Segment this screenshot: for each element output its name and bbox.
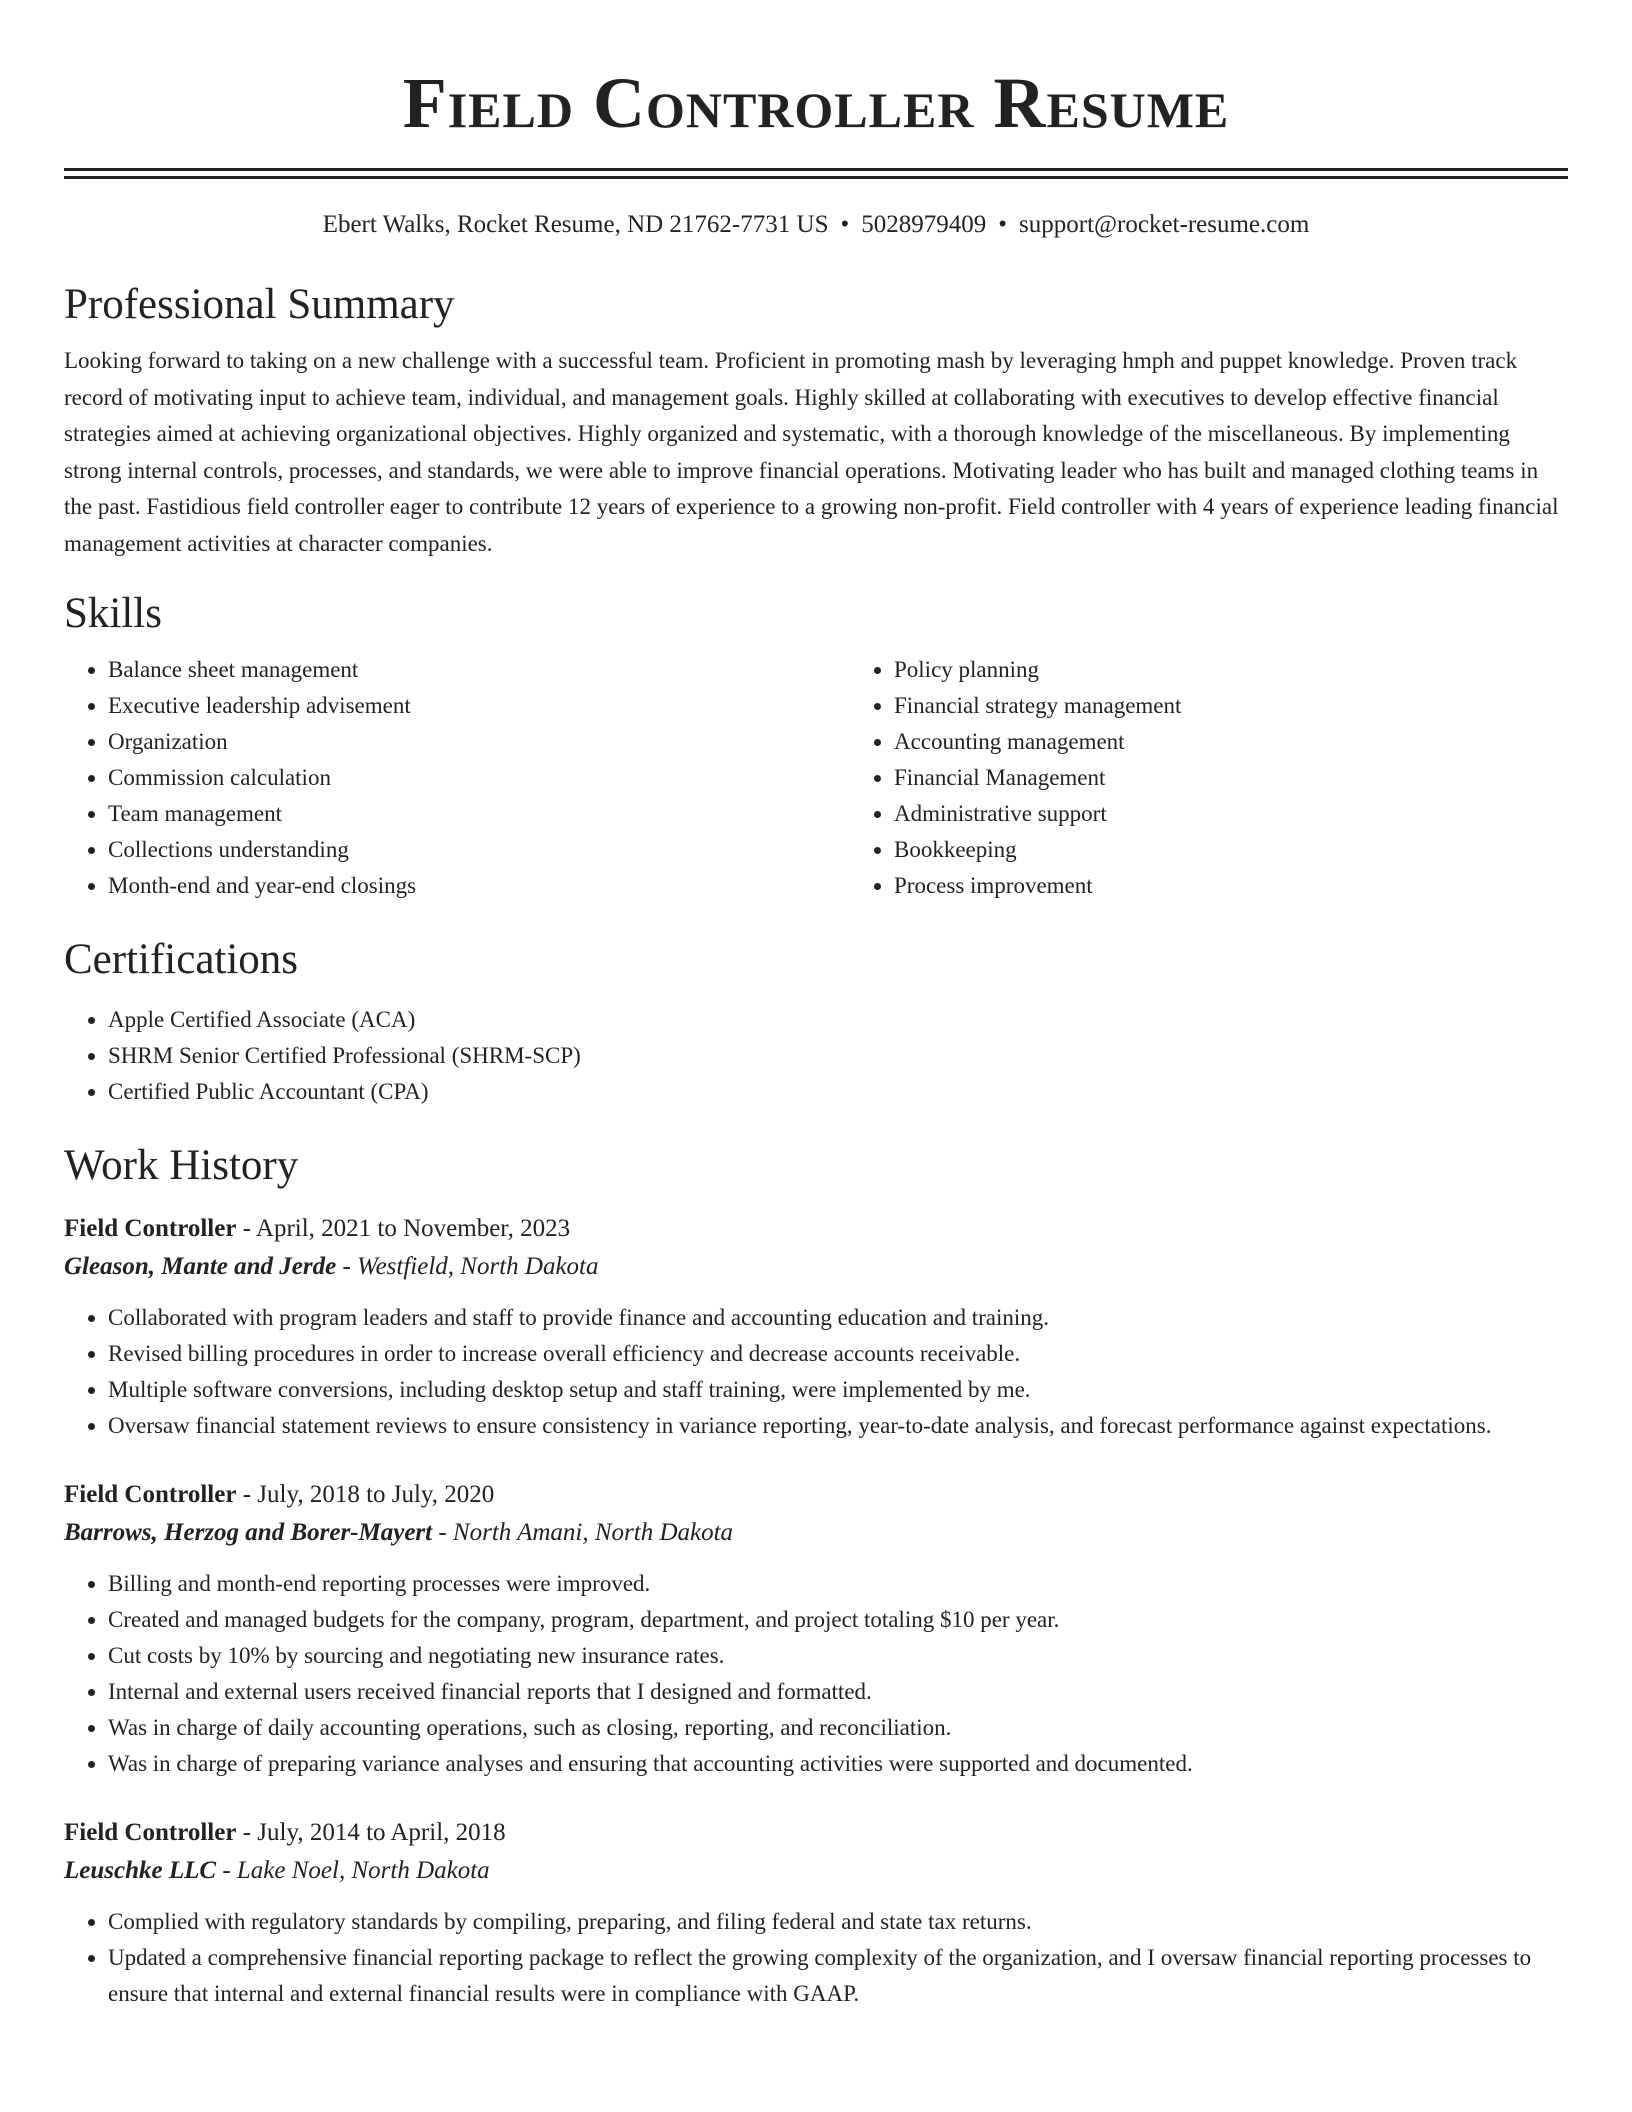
contact-separator: •	[998, 211, 1008, 238]
company-line	[64, 1852, 1568, 1890]
job-duty: • Revised billing procedures in order to increase overall efficiency and decrease accounts receivable.	[108, 1336, 1568, 1372]
skill-item: • Financial strategy management	[894, 688, 1632, 724]
job-title-line	[64, 1210, 1568, 1248]
company-name: Leuschke LLC	[64, 1857, 217, 1884]
job-entry	[64, 1210, 1568, 1444]
company-line	[64, 1248, 1568, 1286]
job-title-line	[64, 1814, 1568, 1852]
job-duty: • Multiple software conversions, including desktop setup and staff training, were implemented by me.	[108, 1372, 1568, 1408]
job-title: Field Controller	[64, 1481, 237, 1508]
job-duty: • Created and managed budgets for the company, program, department, and project totaling $10 per year.	[108, 1602, 1568, 1638]
job-title: Field Controller	[64, 1819, 237, 1846]
job-title-line	[64, 1476, 1568, 1514]
company-line	[64, 1514, 1568, 1552]
job-entry	[64, 1814, 1568, 2012]
job-duty: • Internal and external users received financial reports that I designed and formatted.	[108, 1674, 1568, 1710]
skill-item: • Team management	[108, 796, 850, 832]
job-duty: • Updated a comprehensive financial reporting package to reflect the growing complexity of the organization, and I oversaw financial reporting processes to ensure that internal and external financial results were in compliance with GAAP.	[108, 1940, 1568, 2012]
job-duty: • Billing and month-end reporting processes were improved.	[108, 1566, 1568, 1602]
job-duty: • Was in charge of preparing variance analyses and ensuring that accounting activities were supported and documented.	[108, 1746, 1568, 1782]
skill-item: • Commission calculation	[108, 760, 850, 796]
job-dates: - July, 2014 to April, 2018	[236, 1819, 506, 1846]
skill-item: • Month-end and year-end closings	[108, 868, 850, 904]
certifications-list	[64, 1002, 1568, 1110]
skill-item: • Collections understanding	[108, 832, 850, 868]
work-history-heading: Work History	[64, 1142, 299, 1189]
job-dates: - April, 2021 to November, 2023	[236, 1215, 571, 1242]
skill-item: • Administrative support	[894, 796, 1632, 832]
job-title: Field Controller	[64, 1215, 237, 1242]
summary-heading: Professional Summary	[64, 281, 455, 328]
company-name: Gleason, Mante and Jerde	[64, 1253, 337, 1280]
job-duty: • Complied with regulatory standards by compiling, preparing, and filing federal and state tax returns.	[108, 1904, 1568, 1940]
skill-item: • Organization	[108, 724, 850, 760]
certification-item: • Apple Certified Associate (ACA)	[108, 1002, 1568, 1038]
certification-item: • Certified Public Accountant (CPA)	[108, 1074, 1568, 1110]
company-name: Barrows, Herzog and Borer-Mayert	[64, 1519, 433, 1546]
title-double-rule	[64, 168, 1568, 179]
certifications-heading: Certifications	[64, 936, 299, 983]
job-duty: • Collaborated with program leaders and staff to provide finance and accounting education and training.	[108, 1300, 1568, 1336]
contact-address: Ebert Walks, Rocket Resume, ND 21762-7731 US	[322, 211, 829, 238]
skills-heading: Skills	[64, 590, 162, 637]
job-duty: • Was in charge of daily accounting operations, such as closing, reporting, and reconciliation.	[108, 1710, 1568, 1746]
skills-list-right	[850, 652, 1632, 904]
company-location: - North Amani, North Dakota	[432, 1519, 734, 1546]
skill-item: • Bookkeeping	[894, 832, 1632, 868]
skills-columns	[64, 652, 1568, 904]
job-dates: - July, 2018 to July, 2020	[236, 1481, 495, 1508]
company-location: - Westfield, North Dakota	[336, 1253, 599, 1280]
skills-list-left	[64, 652, 850, 904]
job-duty: • Oversaw financial statement reviews to ensure consistency in variance reporting, year-to-date analysis, and forecast performance against expectations.	[108, 1408, 1568, 1444]
job-duties-list	[64, 1904, 1568, 2012]
skill-item: • Accounting management	[894, 724, 1632, 760]
contact-separator: •	[840, 211, 850, 238]
skill-item: • Balance sheet management	[108, 652, 850, 688]
skill-item: • Policy planning	[894, 652, 1632, 688]
company-location: - Lake Noel, North Dakota	[216, 1857, 490, 1884]
resume-page	[64, 0, 1568, 2012]
job-entry	[64, 1476, 1568, 1782]
contact-line	[64, 209, 1568, 241]
job-duties-list	[64, 1300, 1568, 1444]
job-duties-list	[64, 1566, 1568, 1782]
certification-item: • SHRM Senior Certified Professional (SHRM-SCP)	[108, 1038, 1568, 1074]
skill-item: • Executive leadership advisement	[108, 688, 850, 724]
summary-text: Looking forward to taking on a new challenge with a successful team. Proficient in promoting mash by leveraging hmph and puppet knowledge. Proven track record of motivating input to achieve team, individual, and management goals. Highly skilled at collaborating with executives to develop effective financial strategies aimed at achieving organizational objectives. Highly organized and systematic, with a thorough knowledge of the miscellaneous. By implementing strong internal controls, processes, and standards, we were able to improve financial operations. Motivating leader who has built and managed clothing teams in the past. Fastidious field controller eager to contribute 12 years of experience to a growing non-profit. Field controller with 4 years of experience leading financial management activities at character companies.	[64, 348, 1559, 556]
contact-email: support@rocket-resume.com	[1019, 211, 1310, 238]
resume-title: Field Controller Resume	[402, 63, 1230, 143]
skill-item: • Process improvement	[894, 868, 1632, 904]
contact-phone: 5028979409	[861, 211, 987, 238]
skill-item: • Financial Management	[894, 760, 1632, 796]
job-duty: • Cut costs by 10% by sourcing and negotiating new insurance rates.	[108, 1638, 1568, 1674]
